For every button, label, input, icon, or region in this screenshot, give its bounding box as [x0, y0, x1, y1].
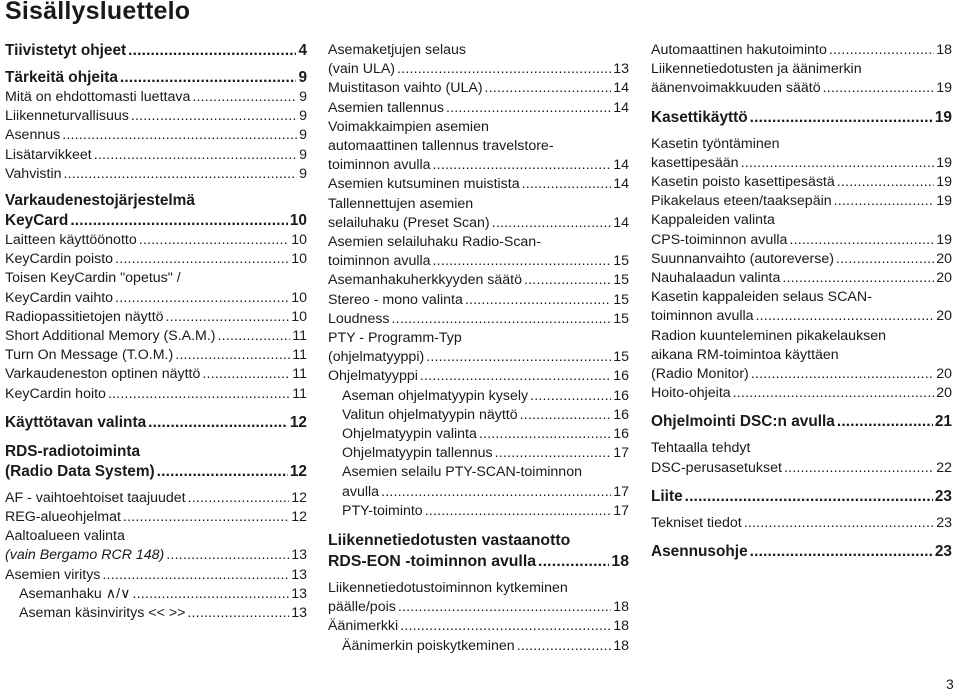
toc-page-number: 15: [613, 349, 629, 366]
toc-page-number: 10: [291, 289, 307, 306]
toc-entry-radion[interactable]: [651, 365, 952, 384]
toc-entry-label: Asemien kutsuminen muistista: [328, 176, 520, 193]
toc-page-number: 21: [934, 413, 952, 431]
toc-page-number: 15: [613, 253, 629, 270]
dot-leader: [520, 406, 612, 425]
toc-entry-kayttotavan[interactable]: [5, 413, 307, 433]
toc-entry-tallennettujen-line: Tallennettujen asemien: [328, 195, 474, 212]
dot-leader: [733, 384, 935, 403]
toc-entry-label: toiminnon avulla: [328, 253, 431, 270]
toc-page-number: 23: [934, 487, 952, 505]
dot-leader: [426, 348, 611, 367]
toc-page-number: 20: [936, 270, 952, 287]
toc-entry-muistitason[interactable]: [328, 79, 629, 98]
toc-entry-label: KeyCard: [5, 212, 69, 230]
toc-entry-label: Liikenneturvallisuus: [5, 108, 129, 125]
dot-leader: [381, 483, 611, 502]
toc-page-number: 15: [613, 272, 629, 289]
toc-entry-asemaketjujen[interactable]: [328, 60, 629, 79]
toc-entry-varkaudeneston-naytto[interactable]: [5, 365, 307, 384]
slash-separator: /: [116, 585, 121, 602]
dot-leader: [751, 365, 934, 384]
page-number: 3: [946, 676, 954, 692]
toc-entry-label: AF - vaihtoehtoiset taajuudet: [5, 489, 186, 506]
toc-entry-voimakkaimpien[interactable]: [328, 156, 629, 175]
toc-page-number: 18: [613, 637, 629, 654]
toc-page-number: 11: [292, 347, 307, 364]
toc-entry-label: päälle/pois: [328, 599, 396, 616]
toc-entry-radion-line: Radion kuunteleminen pikakelauksen: [651, 327, 887, 344]
toc-entry-ohjelmatyypin-valinta[interactable]: [328, 425, 629, 444]
toc-entry-label: toiminnon avulla: [651, 308, 754, 325]
dot-leader: [218, 327, 291, 346]
toc-column-1: [5, 41, 307, 623]
dot-leader: [485, 79, 612, 98]
toc-entry-ohjelmointi[interactable]: [651, 412, 952, 432]
toc-entry-lisatarvikkeet[interactable]: [5, 146, 307, 165]
toc-page-number: 19: [936, 154, 952, 171]
toc-entry-label: Varkaudeneston optinen näyttö: [5, 366, 201, 383]
toc-entry-aaltoalueen[interactable]: [5, 546, 307, 565]
toc-entry-af[interactable]: [5, 489, 307, 508]
dot-leader: [202, 365, 290, 384]
toc-page-number: 14: [613, 214, 629, 231]
toc-entry-label: KeyCardin poisto: [5, 251, 114, 268]
toc-entry-asemaketjujen-line: Asemaketjujen selaus: [328, 42, 467, 58]
toc-entry-hoito[interactable]: [651, 384, 952, 403]
toc-entry-label: KeyCardin hoito: [5, 385, 106, 402]
dot-leader: [750, 542, 933, 562]
toc-entry-label: Asemien viritys: [5, 566, 101, 583]
toc-entry-label: (vain ULA): [328, 61, 396, 78]
dot-leader: [433, 156, 612, 175]
dot-leader: [120, 68, 297, 88]
toc-entry-kasetin-kappaleiden-line: Kasetin kappaleiden selaus SCAN-: [651, 289, 872, 306]
toc-entry-label: Äänimerkki: [328, 618, 399, 635]
toc-page-number: 16: [613, 387, 629, 404]
toc-entry-turn-on[interactable]: [5, 346, 307, 365]
toc-page-number: 19: [934, 108, 952, 126]
dot-leader: [834, 192, 935, 211]
toc-entry-liikennetiedotusten[interactable]: [328, 551, 629, 572]
toc-heading-rds: RDS-radiotoiminta: [5, 442, 141, 460]
page-title: Sisällysluettelo: [5, 0, 191, 25]
toc-entry-voimakkaimpien-line: Voimakkaimpien asemien: [328, 118, 489, 135]
toc-entry-label: Vahvistin: [5, 165, 62, 182]
toc-entry-label: (Radio Data System): [5, 462, 155, 480]
toc-page-number: 15: [613, 310, 629, 327]
toc-entry-label: Asemien tallennus: [328, 99, 444, 116]
toc-page-number: 19: [936, 80, 952, 97]
dot-leader: [789, 231, 934, 250]
toc-page-number: 11: [292, 385, 307, 402]
toc-entry-ohjelmatyyppi[interactable]: [328, 367, 629, 386]
toc-entry-label: Ohjelmatyypin valinta: [342, 426, 477, 443]
dot-leader: [148, 413, 288, 433]
toc-entry-asennus[interactable]: [5, 126, 307, 145]
toc-page-number: 12: [291, 489, 307, 506]
toc-page-number: 22: [936, 459, 952, 476]
toc-page-number: 20: [936, 308, 952, 325]
toc-entry-asennusohje[interactable]: [651, 542, 952, 562]
dot-leader: [495, 444, 612, 463]
toc-entry-label: Suunnanvaihto (autoreverse): [651, 250, 834, 267]
dot-leader: [398, 598, 611, 617]
dot-leader: [782, 269, 934, 288]
toc-entry-liikennetiedotus[interactable]: [328, 598, 629, 617]
dot-leader: [128, 41, 296, 61]
toc-page-number: 23: [936, 514, 952, 531]
toc-page-number: 20: [936, 366, 952, 383]
toc-entry-asemanhakuherkkyyden[interactable]: [328, 271, 629, 290]
toc-entry-suunnanvaihto[interactable]: [651, 250, 952, 269]
dot-leader: [157, 462, 288, 482]
toc-entry-tarkeita[interactable]: [5, 68, 307, 88]
toc-entry-keycard-vaihto[interactable]: [5, 289, 307, 308]
toc-page-number: 14: [613, 99, 629, 116]
toc-entry-label: Aseman käsinviritys << >>: [19, 605, 186, 622]
dot-leader: [166, 308, 290, 327]
toc-page-number: 10: [291, 232, 307, 249]
toc-entry-kappaleiden-line: Kappaleiden valinta: [651, 212, 775, 229]
toc-entry-tehtaalla-line: Tehtaalla tehdyt: [651, 440, 751, 457]
toc-entry-kasetin-kappaleiden[interactable]: [651, 307, 952, 326]
toc-entry-label: Muistitason vaihto (ULA): [328, 80, 483, 97]
toc-entry-label: Asemanhakuherkkyyden säätö: [328, 272, 523, 289]
toc-entry-aanimerkin-poisky[interactable]: [328, 637, 629, 656]
toc-entry-liikennetied-line: Liikennetiedotusten ja äänimerkin: [651, 61, 862, 78]
toc-entry-label: Kasetin poisto kasettipesästä: [651, 174, 835, 191]
toc-page-number: 18: [936, 42, 952, 58]
toc-entry-label: (Radio Monitor): [651, 366, 749, 383]
toc-entry-asemanhaku[interactable]: [5, 585, 307, 604]
dot-leader: [829, 41, 934, 60]
toc-entry-label: Stereo - mono valinta: [328, 291, 463, 308]
dot-leader: [492, 214, 612, 233]
toc-page-number: 13: [291, 566, 307, 583]
toc-entry-pty-line: PTY - Programm-Typ: [328, 330, 462, 347]
dot-leader: [108, 385, 290, 404]
dot-leader: [823, 79, 935, 98]
toc-entry-liikennetied[interactable]: [651, 79, 952, 98]
toc-entry-label: Tekniset tiedot: [651, 514, 742, 531]
toc-page-number: 12: [291, 509, 307, 526]
dot-leader: [479, 425, 611, 444]
dot-leader: [685, 487, 933, 507]
toc-entry-label: (vain Bergamo RCR 148): [5, 547, 165, 564]
dot-leader: [837, 412, 933, 432]
toc-entry-aseman-ohjelmatyypin[interactable]: [328, 387, 629, 406]
toc-column-3: [651, 41, 952, 562]
toc-entry-label: (ohjelmatyyppi): [328, 349, 425, 366]
toc-page-number: 9: [299, 146, 307, 163]
toc-entry-aaltoalueen-line: Aaltoalueen valinta: [5, 528, 125, 545]
toc-page-number: 16: [613, 406, 629, 423]
toc-entry-asemien-pty[interactable]: [328, 483, 629, 502]
dot-leader: [420, 367, 611, 386]
toc-entry-kasettikaytto[interactable]: [651, 108, 952, 128]
dot-leader: [131, 107, 297, 126]
toc-entry-label: Automaattinen hakutoiminto: [651, 42, 827, 58]
toc-entry-label: Nauhalaadun valinta: [651, 270, 781, 287]
dot-leader: [837, 173, 934, 192]
toc-entry-nauhalaadun[interactable]: [651, 269, 952, 288]
toc-page-number: 13: [613, 61, 629, 78]
toc-entry-keycard[interactable]: [5, 211, 307, 231]
toc-page-number: 10: [291, 251, 307, 268]
toc-entry-label: avulla: [342, 483, 380, 500]
toc-page-number: 13: [291, 585, 307, 602]
toc-entry-stereo[interactable]: [328, 291, 629, 310]
dot-leader: [123, 508, 289, 527]
dot-leader: [62, 126, 297, 145]
toc-page-number: 17: [613, 483, 629, 500]
toc-page-number: 20: [936, 250, 952, 267]
toc-entry-voimakkaimpien-line: automaattinen tallennus travelstore-: [328, 138, 554, 155]
toc-entry-label: Ohjelmatyypin tallennus: [342, 445, 493, 462]
up-arrow-icon: ∧: [105, 585, 117, 602]
toc-page-number: 19: [936, 231, 952, 248]
toc-page-number: 19: [936, 193, 952, 210]
toc-entry-label: Asennus: [5, 127, 61, 144]
dot-leader: [94, 146, 297, 165]
dot-leader: [741, 154, 935, 173]
dot-leader: [175, 346, 290, 365]
toc-page-number: 13: [291, 605, 307, 622]
toc-page-number: 10: [289, 212, 307, 230]
toc-entry-label: REG-alueohjelmat: [5, 509, 121, 526]
toc-entry-liite[interactable]: [651, 487, 952, 507]
toc-entry-label: kasettipesään: [651, 154, 739, 171]
toc-entry-label: CPS-toiminnon avulla: [651, 231, 788, 248]
toc-entry-tiivistetyt[interactable]: [5, 41, 307, 61]
toc-entry-label: KeyCardin vaihto: [5, 289, 114, 306]
toc-page-number: 23: [934, 543, 952, 561]
dot-leader: [70, 211, 288, 231]
toc-entry-tehtaalla[interactable]: [651, 459, 952, 478]
toc-entry-rds[interactable]: [5, 462, 307, 482]
toc-page-number: 12: [289, 413, 307, 431]
toc-heading-liikennetiedotusten: Liikennetiedotusten vastaanotto: [328, 532, 571, 550]
toc-page-number: 9: [299, 127, 307, 144]
toc-entry-asemien-kutsuminen[interactable]: [328, 175, 629, 194]
toc-entry-label: Tiivistetyt ohjeet: [5, 42, 127, 59]
toc-page-number: 16: [613, 368, 629, 385]
toc-entry-tallennettujen[interactable]: [328, 214, 629, 233]
toc-entry-pikakelaus[interactable]: [651, 192, 952, 211]
dot-leader: [530, 387, 611, 406]
toc-entry-liikenneturvallisuus[interactable]: [5, 107, 307, 126]
toc-page-number: 19: [936, 174, 952, 191]
toc-entry-label: äänenvoimakkuuden säätö: [651, 80, 821, 97]
toc-entry-label: selailuhaku (Preset Scan): [328, 214, 490, 231]
dot-leader: [115, 250, 289, 269]
toc-entry-asemien-tallennus[interactable]: [328, 99, 629, 118]
dot-leader: [133, 585, 290, 604]
toc-entry-aanimerkki[interactable]: [328, 617, 629, 636]
toc-entry-label: Lisätarvikkeet: [5, 146, 92, 163]
dot-leader: [115, 289, 289, 308]
dot-leader: [64, 165, 298, 184]
dot-leader: [522, 175, 612, 194]
toc-page-number: 14: [613, 176, 629, 193]
dot-leader: [400, 617, 611, 636]
toc-entry-label: RDS-EON -toiminnon avulla: [328, 553, 536, 571]
toc-entry-label: Pikakelaus eteen/taaksepäin: [651, 193, 832, 210]
toc-page-number: 15: [613, 291, 629, 308]
toc-entry-short-additional[interactable]: [5, 327, 307, 346]
toc-entry-label: Kasettikäyttö: [651, 108, 748, 126]
down-arrow-icon: ∨: [120, 585, 131, 602]
dot-leader: [392, 310, 612, 329]
toc-column-2: [328, 41, 629, 656]
dot-leader: [517, 637, 612, 656]
toc-entry-ohjelmatyypin-tallennus[interactable]: [328, 444, 629, 463]
toc-entry-automaattinen[interactable]: [651, 41, 952, 60]
toc-entry-tekniset[interactable]: [651, 514, 952, 533]
toc-entry-label: Käyttötavan valinta: [5, 413, 147, 431]
toc-page-number: 4: [298, 42, 307, 59]
dot-leader: [187, 604, 289, 623]
toc-page-number: 17: [613, 502, 629, 519]
toc-entry-asemien-pty-line: Asemien selailu PTY-SCAN-toiminnon: [342, 464, 582, 481]
dot-leader: [139, 231, 289, 250]
toc-entry-pty-toiminto[interactable]: [328, 502, 629, 521]
toc-page-number: 10: [291, 308, 307, 325]
toc-entry-label: Radiopassitietojen näyttö: [5, 308, 164, 325]
toc-entry-kappaleiden[interactable]: [651, 231, 952, 250]
toc-page-number: 11: [292, 328, 307, 345]
dot-leader: [524, 271, 611, 290]
dot-leader: [433, 252, 612, 271]
toc-entry-vahvistin[interactable]: [5, 165, 307, 184]
dot-leader: [784, 459, 934, 478]
toc-entry-laitteen[interactable]: [5, 231, 307, 250]
dot-leader: [744, 514, 935, 533]
toc-entry-label: Laitteen käyttöönotto: [5, 232, 137, 249]
toc-entry-toisen-line: Toisen KeyCardin "opetus" /: [5, 270, 181, 287]
toc-entry-label: Asennusohje: [651, 543, 748, 561]
toc-page-number: 9: [299, 108, 307, 125]
dot-leader: [425, 502, 612, 521]
dot-leader: [192, 88, 297, 107]
dot-leader: [836, 250, 934, 269]
toc-entry-asemien-selailu-line: Asemien selailuhaku Radio-Scan-: [328, 234, 541, 251]
toc-page-number: 14: [613, 80, 629, 97]
toc-page-number: 14: [613, 157, 629, 174]
toc-entry-label: Tärkeitä ohjeita: [5, 69, 118, 86]
toc-page-number: 12: [289, 462, 307, 480]
toc-page-number: 13: [291, 547, 307, 564]
toc-entry-label: Ohjelmatyyppi: [328, 368, 418, 385]
toc-entry-label: Short Additional Memory (S.A.M.): [5, 328, 216, 345]
dot-leader: [750, 108, 933, 128]
toc-entry-label: toiminnon avulla: [328, 157, 431, 174]
toc-entry-valitun[interactable]: [328, 406, 629, 425]
dot-leader: [446, 99, 611, 118]
toc-entry-mita[interactable]: [5, 88, 307, 107]
toc-page-number: 18: [613, 599, 629, 616]
dot-leader: [188, 489, 290, 508]
toc-entry-radiopassi[interactable]: [5, 308, 307, 327]
toc-entry-label: Valitun ohjelmatyypin näyttö: [342, 406, 518, 423]
toc-entry-loudness[interactable]: [328, 310, 629, 329]
toc-entry-label: Liite: [651, 487, 683, 505]
dot-leader: [397, 60, 611, 79]
toc-page-number: 17: [613, 445, 629, 462]
toc-page-number: 18: [611, 553, 629, 571]
toc-entry-label: Turn On Message (T.O.M.): [5, 347, 174, 364]
toc-entry-label: Loudness: [328, 310, 390, 327]
toc-entry-aseman-kasin[interactable]: [5, 604, 307, 623]
toc-entry-label: Ohjelmointi DSC:n avulla: [651, 413, 835, 431]
toc-heading-varkaudenesto: Varkaudenestojärjestelmä: [5, 192, 195, 210]
toc-entry-keycard-poisto[interactable]: [5, 250, 307, 269]
toc-page-number: 9: [299, 165, 307, 182]
toc-page-number: 9: [298, 69, 307, 86]
toc-page-number: 9: [299, 89, 307, 105]
dot-leader: [538, 551, 609, 572]
toc-entry-asemien-selailu[interactable]: [328, 252, 629, 271]
toc-entry-label: Hoito-ohjeita: [651, 385, 731, 402]
toc-page-number: 20: [936, 385, 952, 402]
toc-entry-label: Asemanhaku: [19, 585, 102, 602]
toc-entry-kasetin-tyonto[interactable]: [651, 154, 952, 173]
dot-leader: [756, 307, 935, 326]
toc-entry-kasetin-poisto[interactable]: [651, 173, 952, 192]
toc-page-number: 18: [613, 618, 629, 635]
dot-leader: [465, 291, 611, 310]
toc-entry-asemien-viritys[interactable]: [5, 566, 307, 585]
toc-page-number: 11: [292, 366, 307, 383]
toc-entry-liikennetiedotus-line: Liikennetiedotustoiminnon kytkeminen: [328, 580, 568, 597]
toc-entry-label: Aseman ohjelmatyypin kysely: [342, 387, 529, 404]
toc-entry-reg[interactable]: [5, 508, 307, 527]
toc-entry-kasetin-tyonto-line: Kasetin työntäminen: [651, 135, 780, 152]
toc-entry-label: Mitä on ehdottomasti luettava: [5, 89, 191, 105]
toc-entry-label: Äänimerkin poiskytkeminen: [342, 637, 515, 654]
toc-entry-label: PTY-toiminto: [342, 502, 423, 519]
toc-entry-radion-line: aikana RM-toimintoa käyttäen: [651, 346, 839, 363]
toc-entry-label: DSC-perusasetukset: [651, 459, 782, 476]
toc-entry-pty[interactable]: [328, 348, 629, 367]
dot-leader: [166, 546, 289, 565]
toc-page-number: 16: [613, 426, 629, 443]
toc-entry-keycard-hoito[interactable]: [5, 385, 307, 404]
dot-leader: [102, 566, 289, 585]
